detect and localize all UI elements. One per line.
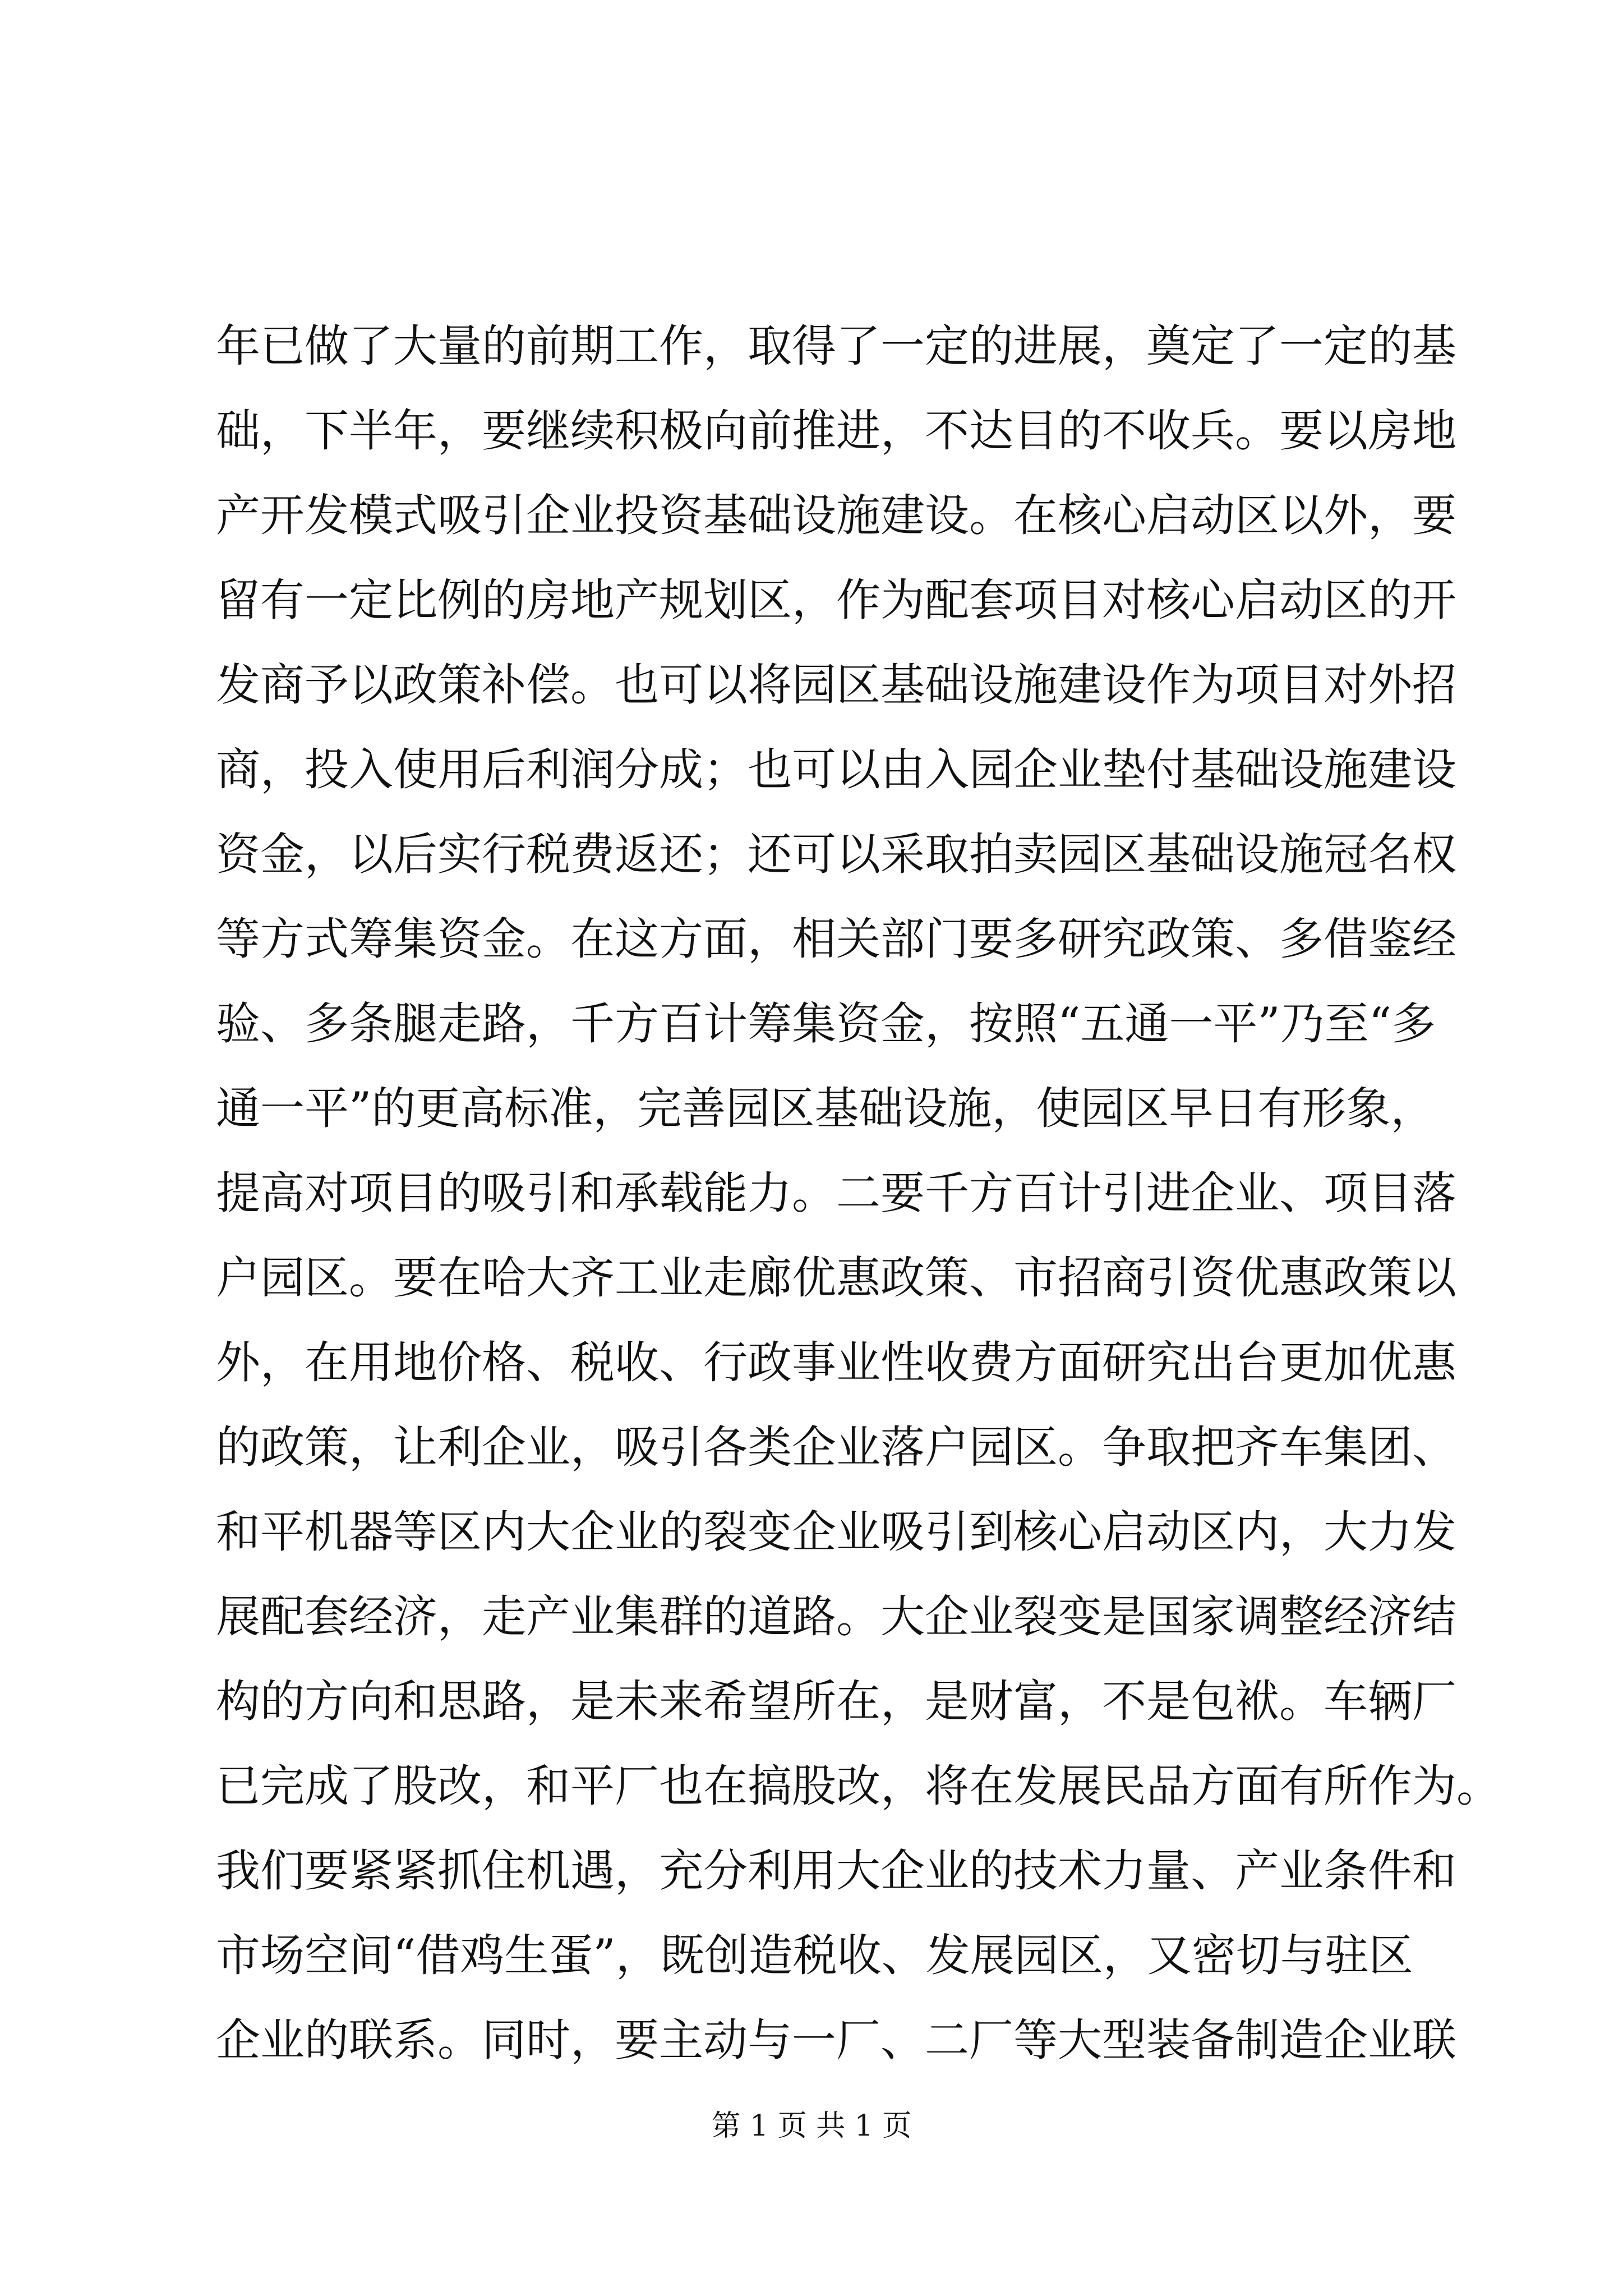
text-line: 户园区。要在哈大齐工业走廊优惠政策、市招商引资优惠政策以	[216, 1252, 1456, 1304]
text-line: 构的方向和思路，是未来希望所在，是财富，不是包袱。车辆厂	[216, 1676, 1456, 1727]
text-line: 提高对项目的吸引和承载能力。二要千方百计引进企业、项目落	[216, 1167, 1456, 1219]
text-line: 验、多条腿走路，千方百计筹集资金，按照“五通一平”乃至“多	[216, 998, 1436, 1050]
text-line: 通一平”的更高标准，完善园区基础设施，使园区早日有形象，	[216, 1083, 1435, 1134]
text-line: 企业的联系。同时，要主动与一厂、二厂等大型装备制造企业联	[216, 2014, 1456, 2066]
text-line: 的政策，让利企业，吸引各类企业落户园区。争取把齐车集团、	[216, 1421, 1456, 1473]
text-line: 发商予以政策补偿。也可以将园区基础设施建设作为项目对外招	[216, 659, 1456, 711]
text-line: 年已做了大量的前期工作，取得了一定的进展，奠定了一定的基	[216, 320, 1456, 372]
text-line: 等方式筹集资金。在这方面，相关部门要多研究政策、多借鉴经	[216, 913, 1456, 965]
text-line: 展配套经济，走产业集群的道路。大企业裂变是国家调整经济结	[216, 1591, 1456, 1642]
text-line: 留有一定比例的房地产规划区，作为配套项目对核心启动区的开	[216, 574, 1456, 626]
text-line: 资金，以后实行税费返还；还可以采取拍卖园区基础设施冠名权	[216, 829, 1456, 880]
text-line: 础，下半年，要继续积极向前推进，不达目的不收兵。要以房地	[216, 405, 1456, 457]
page-footer: 第 1 页 共 1 页	[711, 2109, 912, 2143]
text-line: 我们要紧紧抓住机遇，充分利用大企业的技术力量、产业条件和	[216, 1845, 1456, 1897]
text-line: 产开发模式吸引企业投资基础设施建设。在核心启动区以外，要	[216, 490, 1456, 541]
text-line: 市场空间“借鸡生蛋”，既创造税收、发展园区，又密切与驻区	[216, 1930, 1413, 1981]
text-line: 外，在用地价格、税收、行政事业性收费方面研究出台更加优惠	[216, 1337, 1456, 1388]
body-text	[216, 304, 1501, 2083]
text-line: 已完成了股改，和平厂也在搞股改，将在发展民品方面有所作为。	[216, 1760, 1501, 1812]
text-line: 和平机器等区内大企业的裂变企业吸引到核心启动区内，大力发	[216, 1506, 1456, 1558]
text-line: 商，投入使用后利润分成；也可以由入园企业垫付基础设施建设	[216, 744, 1456, 795]
